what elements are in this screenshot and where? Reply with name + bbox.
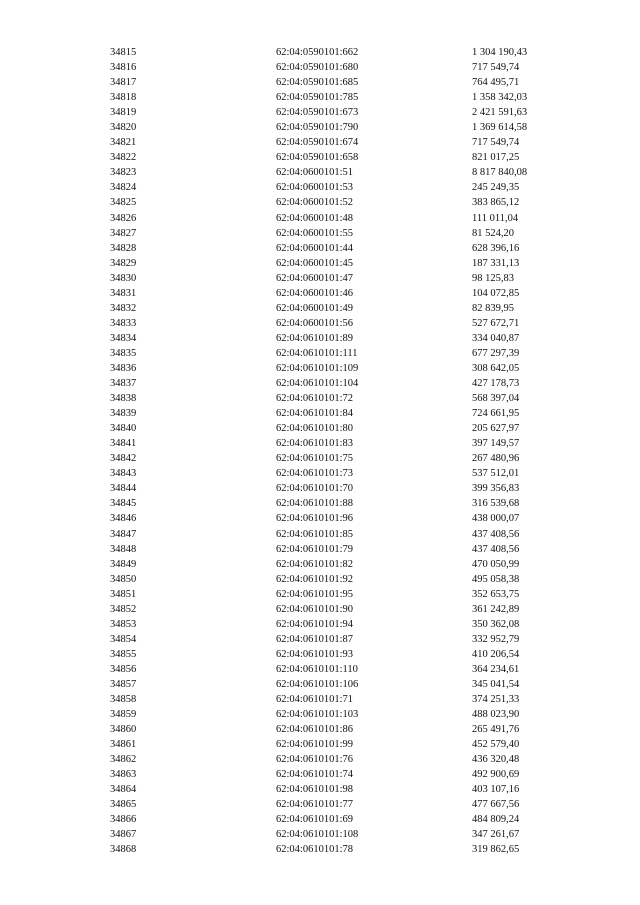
row-number: 34841 bbox=[110, 438, 137, 450]
row-number: 34819 bbox=[110, 107, 137, 119]
cadastral-number: 62:04:0610101:70 bbox=[276, 483, 354, 495]
table-row bbox=[110, 195, 562, 210]
table-row bbox=[110, 150, 562, 165]
cadastral-number: 62:04:0610101:93 bbox=[276, 648, 354, 660]
table-row bbox=[110, 45, 562, 60]
row-number: 34864 bbox=[110, 784, 137, 796]
row-number: 34853 bbox=[110, 618, 137, 630]
cadastral-number: 62:04:0610101:87 bbox=[276, 633, 354, 645]
row-number: 34847 bbox=[110, 528, 137, 540]
cadastral-value: 628 396,16 bbox=[472, 242, 520, 254]
table-row bbox=[110, 331, 562, 346]
table-row bbox=[110, 90, 562, 105]
cadastral-value: 205 627,97 bbox=[472, 423, 520, 435]
row-number: 34823 bbox=[110, 167, 137, 179]
table-row bbox=[110, 421, 562, 436]
cadastral-value: 1 369 614,58 bbox=[472, 122, 528, 134]
table-row bbox=[110, 226, 562, 241]
row-number: 34827 bbox=[110, 227, 137, 239]
table-row bbox=[110, 496, 562, 511]
cadastral-number: 62:04:0610101:106 bbox=[276, 678, 359, 690]
cadastral-value: 316 539,68 bbox=[472, 498, 520, 510]
cadastral-number: 62:04:0600101:45 bbox=[276, 257, 354, 269]
row-number: 34851 bbox=[110, 588, 137, 600]
row-number: 34820 bbox=[110, 122, 137, 134]
cadastral-number: 62:04:0610101:99 bbox=[276, 739, 354, 751]
row-number: 34859 bbox=[110, 709, 137, 721]
table-row bbox=[110, 316, 562, 331]
table-row bbox=[110, 827, 562, 842]
table-row bbox=[110, 271, 562, 286]
table-row bbox=[110, 722, 562, 737]
cadastral-value: 452 579,40 bbox=[472, 739, 520, 751]
cadastral-number: 62:04:0610101:83 bbox=[276, 438, 354, 450]
row-number: 34825 bbox=[110, 197, 137, 209]
cadastral-value: 187 331,13 bbox=[472, 257, 520, 269]
table-row bbox=[110, 542, 562, 557]
cadastral-number: 62:04:0610101:82 bbox=[276, 558, 354, 570]
cadastral-number: 62:04:0610101:79 bbox=[276, 543, 354, 555]
cadastral-value: 308 642,05 bbox=[472, 362, 520, 374]
cadastral-value: 436 320,48 bbox=[472, 754, 520, 766]
table-row bbox=[110, 391, 562, 406]
row-number: 34837 bbox=[110, 378, 137, 390]
cadastral-number: 62:04:0590101:658 bbox=[276, 152, 359, 164]
table-row bbox=[110, 677, 562, 692]
cadastral-value: 319 862,65 bbox=[472, 844, 520, 856]
row-number: 34817 bbox=[110, 77, 137, 89]
row-number: 34828 bbox=[110, 242, 137, 254]
cadastral-value: 332 952,79 bbox=[472, 633, 520, 645]
row-number: 34846 bbox=[110, 513, 137, 525]
row-number: 34849 bbox=[110, 558, 137, 570]
table-row bbox=[110, 135, 562, 150]
table-row bbox=[110, 602, 562, 617]
cadastral-value: 427 178,73 bbox=[472, 378, 520, 390]
cadastral-number: 62:04:0590101:790 bbox=[276, 122, 359, 134]
cadastral-number: 62:04:0600101:52 bbox=[276, 197, 354, 209]
row-number: 34862 bbox=[110, 754, 137, 766]
cadastral-value: 267 480,96 bbox=[472, 453, 520, 465]
cadastral-value: 495 058,38 bbox=[472, 573, 520, 585]
table-row bbox=[110, 406, 562, 421]
table-row bbox=[110, 511, 562, 526]
table-row bbox=[110, 105, 562, 120]
cadastral-number: 62:04:0610101:74 bbox=[276, 769, 354, 781]
cadastral-value: 347 261,67 bbox=[472, 829, 520, 841]
cadastral-number: 62:04:0590101:674 bbox=[276, 137, 359, 149]
table-row bbox=[110, 451, 562, 466]
row-number: 34836 bbox=[110, 362, 137, 374]
cadastral-number: 62:04:0610101:111 bbox=[276, 347, 358, 359]
cadastral-value: 111 011,04 bbox=[472, 212, 519, 224]
cadastral-value: 8 817 840,08 bbox=[472, 167, 528, 179]
cadastral-number: 62:04:0590101:685 bbox=[276, 77, 359, 89]
row-number: 34860 bbox=[110, 724, 137, 736]
row-number: 34824 bbox=[110, 182, 137, 194]
row-number: 34865 bbox=[110, 799, 137, 811]
row-number: 34850 bbox=[110, 573, 137, 585]
row-number: 34866 bbox=[110, 814, 137, 826]
table-row bbox=[110, 617, 562, 632]
row-number: 34834 bbox=[110, 332, 137, 344]
table-row bbox=[110, 256, 562, 271]
cadastral-value-table bbox=[110, 45, 562, 858]
cadastral-number: 62:04:0610101:88 bbox=[276, 498, 354, 510]
cadastral-number: 62:04:0600101:49 bbox=[276, 302, 354, 314]
row-number: 34848 bbox=[110, 543, 137, 555]
cadastral-number: 62:04:0610101:76 bbox=[276, 754, 354, 766]
table-row bbox=[110, 767, 562, 782]
row-number: 34816 bbox=[110, 62, 137, 74]
cadastral-value: 717 549,74 bbox=[472, 137, 520, 149]
cadastral-number: 62:04:0610101:71 bbox=[276, 694, 354, 706]
cadastral-number: 62:04:0610101:110 bbox=[276, 663, 358, 675]
table-row bbox=[110, 782, 562, 797]
row-number: 34826 bbox=[110, 212, 137, 224]
cadastral-number: 62:04:0610101:96 bbox=[276, 513, 354, 525]
table-row bbox=[110, 842, 562, 857]
cadastral-value: 677 297,39 bbox=[472, 347, 520, 359]
cadastral-value: 1 358 342,03 bbox=[472, 92, 528, 104]
cadastral-value: 724 661,95 bbox=[472, 408, 520, 420]
cadastral-value: 345 041,54 bbox=[472, 678, 520, 690]
table-row bbox=[110, 812, 562, 827]
cadastral-number: 62:04:0610101:80 bbox=[276, 423, 354, 435]
table-row bbox=[110, 301, 562, 316]
table-row bbox=[110, 752, 562, 767]
cadastral-number: 62:04:0610101:78 bbox=[276, 844, 354, 856]
cadastral-value: 488 023,90 bbox=[472, 709, 520, 721]
row-number: 34843 bbox=[110, 468, 137, 480]
table-row bbox=[110, 527, 562, 542]
cadastral-value: 821 017,25 bbox=[472, 152, 520, 164]
row-number: 34861 bbox=[110, 739, 137, 751]
row-number: 34842 bbox=[110, 453, 137, 465]
row-number: 34857 bbox=[110, 678, 137, 690]
table-row bbox=[110, 481, 562, 496]
row-number: 34839 bbox=[110, 408, 137, 420]
row-number: 34855 bbox=[110, 648, 137, 660]
cadastral-number: 62:04:0600101:47 bbox=[276, 272, 354, 284]
cadastral-number: 62:04:0610101:69 bbox=[276, 814, 354, 826]
table-row bbox=[110, 692, 562, 707]
table-row bbox=[110, 466, 562, 481]
cadastral-number: 62:04:0610101:94 bbox=[276, 618, 354, 630]
cadastral-number: 62:04:0610101:86 bbox=[276, 724, 354, 736]
table-row bbox=[110, 436, 562, 451]
cadastral-value: 352 653,75 bbox=[472, 588, 520, 600]
cadastral-value: 484 809,24 bbox=[472, 814, 520, 826]
cadastral-value: 364 234,61 bbox=[472, 663, 520, 675]
cadastral-number: 62:04:0610101:108 bbox=[276, 829, 359, 841]
cadastral-number: 62:04:0610101:73 bbox=[276, 468, 354, 480]
table-row bbox=[110, 120, 562, 135]
row-number: 34829 bbox=[110, 257, 137, 269]
cadastral-number: 62:04:0610101:89 bbox=[276, 332, 354, 344]
table-row bbox=[110, 346, 562, 361]
cadastral-number: 62:04:0600101:51 bbox=[276, 167, 354, 179]
cadastral-value: 537 512,01 bbox=[472, 468, 520, 480]
cadastral-value: 527 672,71 bbox=[472, 317, 520, 329]
row-number: 34835 bbox=[110, 347, 137, 359]
table-row bbox=[110, 165, 562, 180]
cadastral-number: 62:04:0610101:75 bbox=[276, 453, 354, 465]
table-row bbox=[110, 797, 562, 812]
row-number: 34818 bbox=[110, 92, 137, 104]
cadastral-value: 383 865,12 bbox=[472, 197, 520, 209]
row-number: 34852 bbox=[110, 603, 137, 615]
cadastral-value: 2 421 591,63 bbox=[472, 107, 528, 119]
cadastral-number: 62:04:0610101:98 bbox=[276, 784, 354, 796]
table-row bbox=[110, 632, 562, 647]
table-row bbox=[110, 180, 562, 195]
cadastral-number: 62:04:0610101:90 bbox=[276, 603, 354, 615]
cadastral-value: 399 356,83 bbox=[472, 483, 520, 495]
cadastral-number: 62:04:0600101:48 bbox=[276, 212, 354, 224]
cadastral-value: 334 040,87 bbox=[472, 332, 520, 344]
cadastral-value: 410 206,54 bbox=[472, 648, 520, 660]
cadastral-value: 350 362,08 bbox=[472, 618, 520, 630]
cadastral-value: 403 107,16 bbox=[472, 784, 520, 796]
row-number: 34845 bbox=[110, 498, 137, 510]
row-number: 34832 bbox=[110, 302, 137, 314]
cadastral-value: 438 000,07 bbox=[472, 513, 520, 525]
cadastral-number: 62:04:0590101:673 bbox=[276, 107, 359, 119]
row-number: 34830 bbox=[110, 272, 137, 284]
cadastral-number: 62:04:0600101:53 bbox=[276, 182, 354, 194]
table-row bbox=[110, 376, 562, 391]
table-row bbox=[110, 557, 562, 572]
table-row bbox=[110, 361, 562, 376]
table-row bbox=[110, 572, 562, 587]
cadastral-value: 82 839,95 bbox=[472, 302, 514, 314]
cadastral-value: 470 050,99 bbox=[472, 558, 520, 570]
table-body bbox=[110, 45, 562, 858]
row-number: 34844 bbox=[110, 483, 137, 495]
row-number: 34867 bbox=[110, 829, 137, 841]
cadastral-number: 62:04:0590101:785 bbox=[276, 92, 359, 104]
table-row bbox=[110, 647, 562, 662]
table-row bbox=[110, 662, 562, 677]
cadastral-value: 1 304 190,43 bbox=[472, 47, 528, 58]
cadastral-number: 62:04:0610101:72 bbox=[276, 393, 354, 405]
cadastral-number: 62:04:0610101:85 bbox=[276, 528, 354, 540]
table-row bbox=[110, 75, 562, 90]
cadastral-value: 437 408,56 bbox=[472, 528, 520, 540]
cadastral-number: 62:04:0600101:55 bbox=[276, 227, 354, 239]
cadastral-number: 62:04:0590101:662 bbox=[276, 47, 359, 58]
table-row bbox=[110, 60, 562, 75]
cadastral-number: 62:04:0600101:46 bbox=[276, 287, 354, 299]
row-number: 34868 bbox=[110, 844, 137, 856]
cadastral-number: 62:04:0600101:44 bbox=[276, 242, 354, 254]
cadastral-number: 62:04:0610101:92 bbox=[276, 573, 354, 585]
table-row bbox=[110, 587, 562, 602]
row-number: 34821 bbox=[110, 137, 137, 149]
cadastral-value: 265 491,76 bbox=[472, 724, 520, 736]
row-number: 34833 bbox=[110, 317, 137, 329]
table-row bbox=[110, 286, 562, 301]
cadastral-value: 492 900,69 bbox=[472, 769, 520, 781]
cadastral-number: 62:04:0600101:56 bbox=[276, 317, 354, 329]
cadastral-value: 397 149,57 bbox=[472, 438, 520, 450]
cadastral-value: 374 251,33 bbox=[472, 694, 520, 706]
row-number: 34854 bbox=[110, 633, 137, 645]
row-number: 34815 bbox=[110, 47, 137, 58]
cadastral-value: 764 495,71 bbox=[472, 77, 520, 89]
cadastral-value: 477 667,56 bbox=[472, 799, 520, 811]
cadastral-value: 104 072,85 bbox=[472, 287, 520, 299]
row-number: 34831 bbox=[110, 287, 137, 299]
row-number: 34840 bbox=[110, 423, 137, 435]
table-row bbox=[110, 241, 562, 256]
cadastral-value: 568 397,04 bbox=[472, 393, 520, 405]
cadastral-number: 62:04:0610101:103 bbox=[276, 709, 359, 721]
cadastral-value: 361 242,89 bbox=[472, 603, 520, 615]
cadastral-value: 717 549,74 bbox=[472, 62, 520, 74]
cadastral-value: 81 524,20 bbox=[472, 227, 514, 239]
cadastral-number: 62:04:0610101:84 bbox=[276, 408, 354, 420]
cadastral-number: 62:04:0610101:109 bbox=[276, 362, 359, 374]
table-row bbox=[110, 211, 562, 226]
row-number: 34858 bbox=[110, 694, 137, 706]
cadastral-value: 245 249,35 bbox=[472, 182, 520, 194]
row-number: 34863 bbox=[110, 769, 137, 781]
cadastral-number: 62:04:0590101:680 bbox=[276, 62, 359, 74]
cadastral-number: 62:04:0610101:104 bbox=[276, 378, 359, 390]
row-number: 34838 bbox=[110, 393, 137, 405]
row-number: 34856 bbox=[110, 663, 137, 675]
cadastral-value: 437 408,56 bbox=[472, 543, 520, 555]
cadastral-number: 62:04:0610101:77 bbox=[276, 799, 354, 811]
row-number: 34822 bbox=[110, 152, 137, 164]
cadastral-number: 62:04:0610101:95 bbox=[276, 588, 354, 600]
table-row bbox=[110, 707, 562, 722]
cadastral-value: 98 125,83 bbox=[472, 272, 514, 284]
table-row bbox=[110, 737, 562, 752]
